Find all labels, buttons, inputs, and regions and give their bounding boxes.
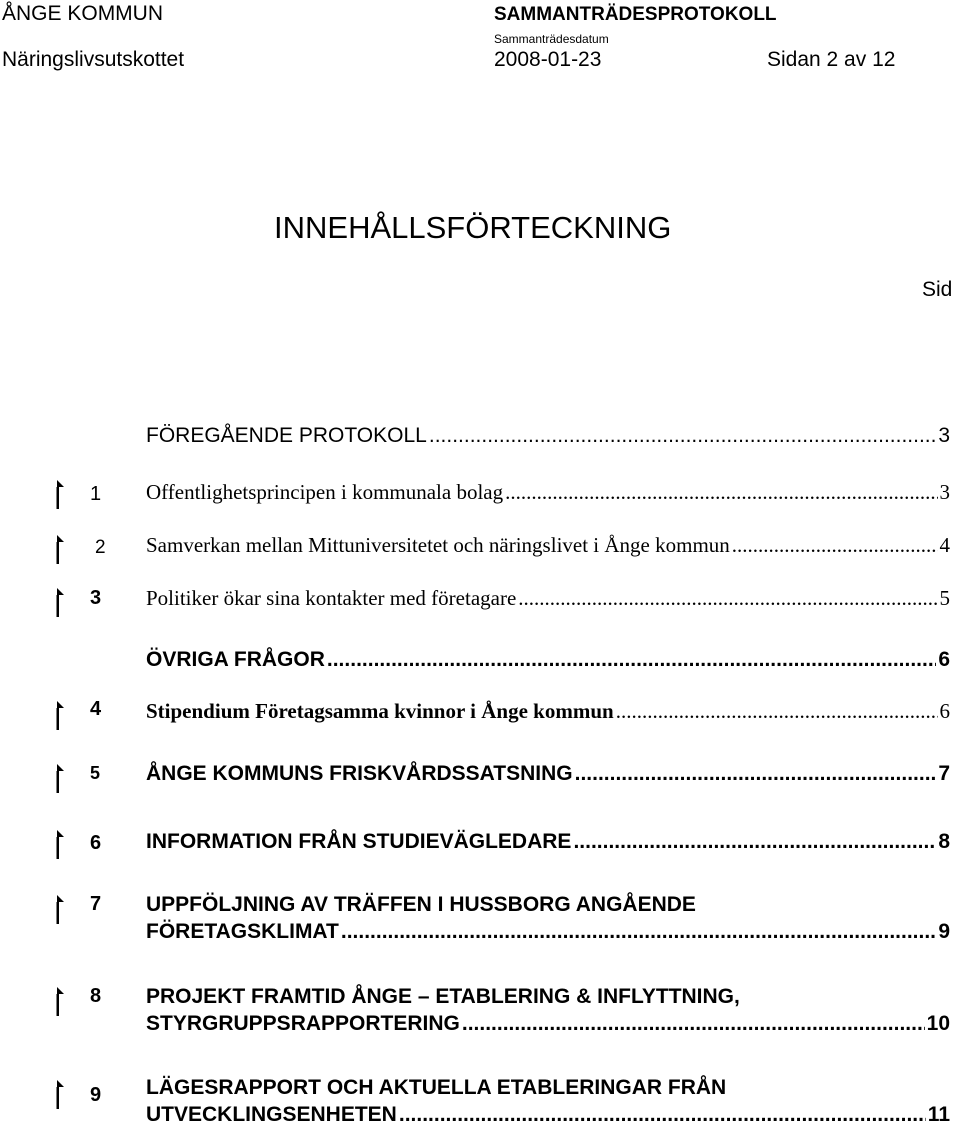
toc-entry-page: 7	[938, 762, 950, 785]
toc-entry-text-line1: UPPFÖLJNING AV TRÄFFEN I HUSSBORG ANGÅENDE	[146, 893, 696, 916]
header-org: ÅNGE KOMMUN	[2, 2, 164, 25]
dot-leader	[399, 1103, 926, 1127]
toc-entry-page: 10	[926, 1012, 950, 1035]
toc-entry-number: 8	[90, 985, 102, 1007]
toc-entry-number: 4	[90, 698, 102, 720]
bullet-marker-icon	[55, 699, 67, 733]
toc-entry-page: 3	[939, 480, 950, 504]
toc-entry-page: 9	[938, 920, 950, 943]
toc-entry-text: ÅNGE KOMMUNS FRISKVÅRDSSATSNING	[146, 762, 573, 785]
toc-entry-text: Offentlighetsprincipen i kommunala bolag	[146, 480, 504, 504]
bullet-marker-icon	[55, 893, 67, 927]
bullet-marker-icon	[55, 985, 67, 1019]
toc-entry-number: 6	[90, 832, 102, 854]
bullet-marker-icon	[55, 478, 67, 512]
toc-entry-page: 3	[938, 424, 950, 447]
toc-entry-number: 2	[95, 537, 106, 558]
toc-entry-text: Samverkan mellan Mittuniversitetet och näringslivet i Ånge kommun	[146, 533, 730, 557]
bullet-marker-icon	[55, 762, 67, 796]
toc-entry-page: 6	[939, 699, 950, 723]
dot-leader	[429, 424, 936, 448]
toc-entry-text: INFORMATION FRÅN STUDIEVÄGLEDARE	[146, 830, 572, 853]
dot-leader	[732, 533, 938, 558]
toc-entry-page: 4	[939, 533, 950, 557]
toc-entry-text-line1: LÄGESRAPPORT OCH AKTUELLA ETABLERINGAR FRÅN	[146, 1076, 727, 1099]
toc-entry-number: 1	[90, 483, 102, 505]
header-doc-type: SAMMANTRÄDESPROTOKOLL	[494, 4, 777, 25]
dot-leader	[575, 762, 937, 786]
toc-entry-text: Stipendium Företagsamma kvinnor i Ånge kommun	[146, 699, 614, 723]
toc-entry-page: 8	[938, 830, 950, 853]
toc-entry-text: UTVECKLINGSENHETEN	[146, 1103, 397, 1126]
bullet-marker-icon	[55, 586, 67, 620]
bullet-marker-icon	[55, 828, 67, 862]
bullet-marker-icon	[55, 1078, 67, 1112]
toc-entry-text: STYRGRUPPSRAPPORTERING	[146, 1012, 460, 1035]
toc-entry-number: 7	[90, 893, 102, 915]
dot-leader	[462, 1012, 925, 1036]
bullet-marker-icon	[55, 533, 67, 567]
dot-leader	[616, 699, 938, 724]
dot-leader	[341, 920, 936, 944]
toc-title: INNEHÅLLSFÖRTECKNING	[274, 210, 672, 245]
toc-entry-number: 5	[90, 763, 101, 783]
toc-entry-page: 5	[939, 586, 950, 610]
dot-leader	[573, 830, 936, 854]
toc-entry-text-line1: PROJEKT FRAMTID ÅNGE – ETABLERING & INFLYTTNING,	[146, 985, 740, 1008]
toc-entry-number: 9	[90, 1084, 102, 1106]
header-page-number: Sidan 2 av 12	[767, 48, 896, 71]
toc-entry-number: 3	[90, 587, 102, 609]
toc-entry-text: Politiker ökar sina kontakter med företagare	[146, 586, 517, 610]
dot-leader	[327, 648, 936, 672]
toc-entry-text: FÖRETAGSKLIMAT	[146, 920, 339, 943]
toc-entry-text: ÖVRIGA FRÅGOR	[146, 648, 325, 671]
header-committee: Näringslivsutskottet	[2, 48, 185, 71]
toc-entry-page: 6	[938, 648, 950, 671]
header-date: 2008-01-23	[494, 48, 602, 71]
dot-leader	[505, 480, 937, 505]
dot-leader	[518, 586, 937, 611]
toc-entry-text: FÖREGÅENDE PROTOKOLL	[146, 424, 427, 447]
toc-entry-page: 11	[927, 1103, 950, 1126]
toc-sid-label: Sid	[922, 278, 953, 301]
header-date-label: Sammanträdesdatum	[494, 32, 609, 46]
